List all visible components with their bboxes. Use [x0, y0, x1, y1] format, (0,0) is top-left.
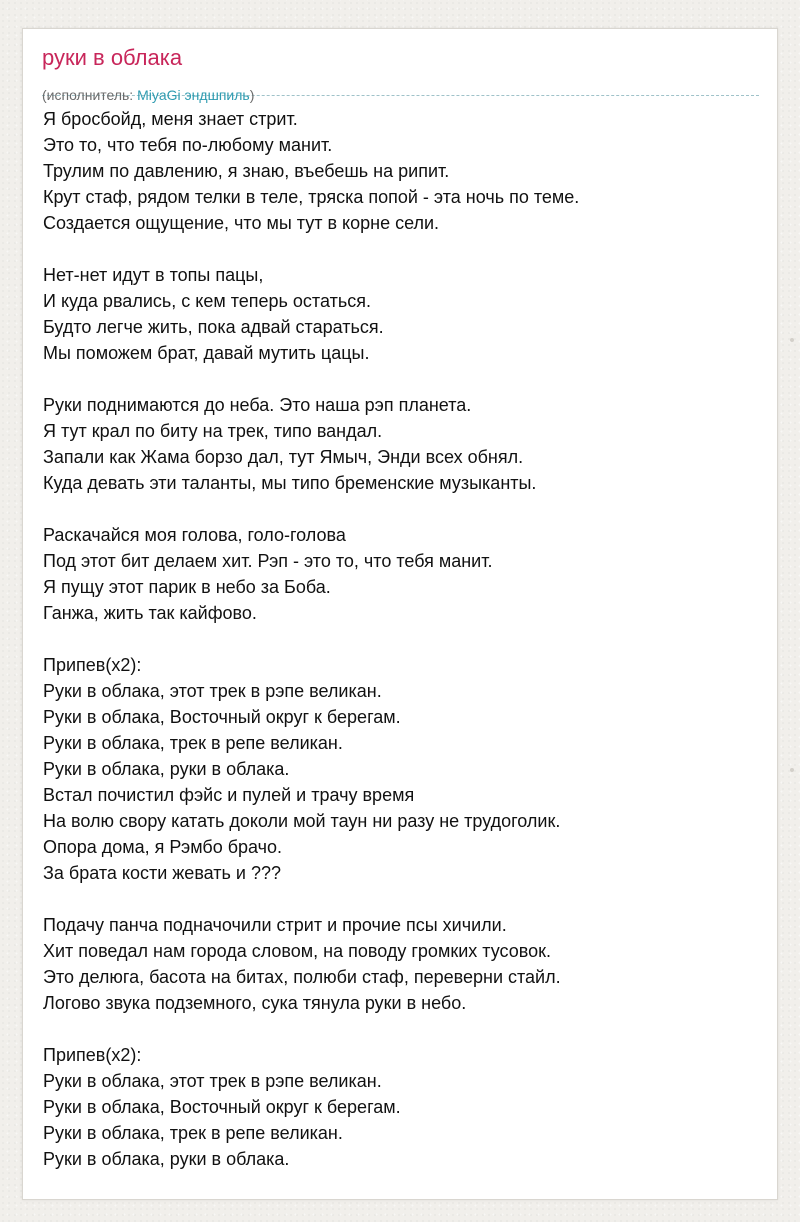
background-speck — [790, 338, 794, 342]
lyric-line: Припев(x2): — [43, 1045, 142, 1065]
lyric-line: Руки поднимаются до неба. Это наша рэп планета. — [43, 395, 472, 415]
performer-prefix: (исполнитель: — [42, 87, 138, 103]
lyric-line: Руки в облака, этот трек в рэпе великан. — [43, 1071, 382, 1091]
lyric-line: За брата кости жевать и ??? — [43, 863, 281, 883]
lyric-line: Опора дома, я Рэмбо брачо. — [43, 837, 283, 857]
stanza-gap — [43, 1016, 758, 1042]
song-header — [42, 43, 759, 103]
lyric-line: Трулим по давлению, я знаю, въебешь на рипит. — [43, 161, 450, 181]
performer-suffix: ) — [249, 87, 255, 103]
lyrics-card — [22, 28, 778, 1200]
lyric-line: Руки в облака, трек в репе великан. — [43, 1123, 343, 1143]
lyric-line: Припев(x2): — [43, 655, 142, 675]
lyric-line: Руки в облака, этот трек в рэпе великан. — [43, 681, 382, 701]
lyric-line: Раскачайся моя голова, голо-голова — [43, 525, 346, 545]
lyric-line: Руки в облака, Восточный округ к берегам. — [43, 707, 401, 727]
lyric-line: Я пущу этот парик в небо за Боба. — [43, 577, 331, 597]
lyric-line: Я тут крал по биту на трек, типо вандал. — [43, 421, 383, 441]
lyric-line: Руки в облака, руки в облака. — [43, 759, 290, 779]
stanza-gap — [43, 886, 758, 912]
lyric-line: На волю свору катать доколи мой таун ни разу не трудоголик. — [43, 811, 561, 831]
lyric-line: Мы поможем брат, давай мутить цацы. — [43, 343, 370, 363]
lyric-line: Нет-нет идут в топы пацы, — [43, 265, 264, 285]
lyric-line: Это то, что тебя по-любому манит. — [43, 135, 333, 155]
lyric-line: И куда рвались, с кем теперь остаться. — [43, 291, 371, 311]
lyric-line: Под этот бит делаем хит. Рэп - это то, что тебя манит. — [43, 551, 493, 571]
song-title: руки в облака — [42, 45, 183, 70]
stanza-gap — [43, 496, 758, 522]
lyrics-text — [43, 106, 758, 1172]
stanza-gap — [43, 626, 758, 652]
lyric-line: Куда девать эти таланты, мы типо бременские музыканты. — [43, 473, 537, 493]
lyric-line: Руки в облака, Восточный округ к берегам. — [43, 1097, 401, 1117]
lyric-line: Встал почистил фэйс и пулей и трачу время — [43, 785, 415, 805]
lyric-line: Подачу панча подначочили стрит и прочие псы хичили. — [43, 915, 507, 935]
lyric-line: Создается ощущение, что мы тут в корне сели. — [43, 213, 440, 233]
lyric-line: Я бросбойд, меня знает стрит. — [43, 109, 298, 129]
stanza-gap — [43, 236, 758, 262]
lyric-line: Запали как Жама борзо дал, тут Ямыч, Энди всех обнял. — [43, 447, 524, 467]
lyric-line: Крут стаф, рядом телки в теле, тряска попой - эта ночь по теме. — [43, 187, 580, 207]
performer-line — [42, 87, 254, 103]
lyric-line: Хит поведал нам города словом, на поводу громких тусовок. — [43, 941, 551, 961]
lyric-line: Ганжа, жить так кайфово. — [43, 603, 257, 623]
lyric-line: Это делюга, басота на битах, полюби стаф, переверни стайл. — [43, 967, 561, 987]
stanza-gap — [43, 366, 758, 392]
lyric-line: Логово звука подземного, сука тянула руки в небо. — [43, 993, 467, 1013]
background-speck — [790, 768, 794, 772]
performer-link[interactable]: MiyaGi эндшпиль — [137, 87, 250, 103]
lyric-line: Руки в облака, руки в облака. — [43, 1149, 290, 1169]
lyric-line: Руки в облака, трек в репе великан. — [43, 733, 343, 753]
lyric-line: Будто легче жить, пока адвай стараться. — [43, 317, 384, 337]
